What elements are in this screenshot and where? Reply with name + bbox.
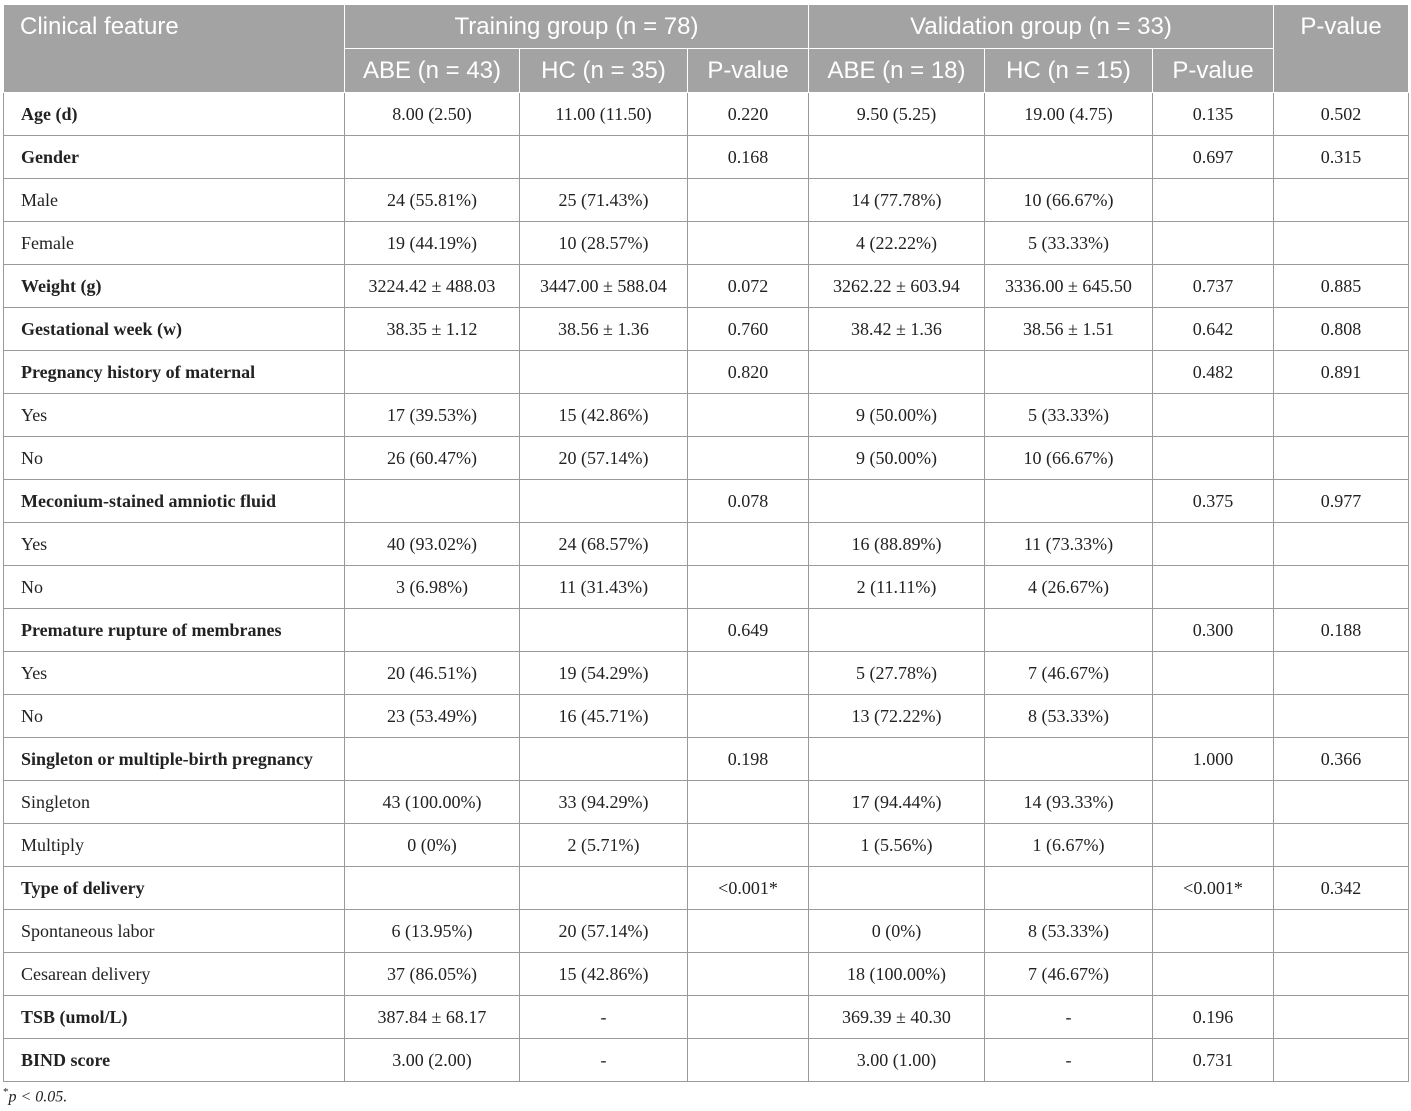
row-label: Male xyxy=(4,179,345,222)
validation-abe-cell: 18 (100.00%) xyxy=(809,953,985,996)
clinical-feature-header: Clinical feature xyxy=(4,5,345,93)
training-p-value-cell: 0.168 xyxy=(688,136,809,179)
validation-group-header: Validation group (n = 33) xyxy=(809,5,1274,49)
row-label: Meconium-stained amniotic fluid xyxy=(4,480,345,523)
overall-p-value-cell xyxy=(1274,523,1409,566)
overall-p-value-cell xyxy=(1274,437,1409,480)
validation-hc-cell: 8 (53.33%) xyxy=(985,910,1153,953)
validation-p-value-cell xyxy=(1153,953,1274,996)
overall-p-value-cell: 0.342 xyxy=(1274,867,1409,910)
row-label: Female xyxy=(4,222,345,265)
validation-hc-cell: 10 (66.67%) xyxy=(985,437,1153,480)
overall-p-value-cell: 0.366 xyxy=(1274,738,1409,781)
validation-p-value-cell: <0.001* xyxy=(1153,867,1274,910)
header-row-1 xyxy=(4,5,1409,49)
validation-abe-cell: 13 (72.22%) xyxy=(809,695,985,738)
validation-p-value-cell: 1.000 xyxy=(1153,738,1274,781)
table-row xyxy=(4,867,1409,910)
validation-abe-header: ABE (n = 18) xyxy=(809,49,985,93)
row-label: Pregnancy history of maternal xyxy=(4,351,345,394)
validation-hc-cell: 1 (6.67%) xyxy=(985,824,1153,867)
training-p-value-cell: 0.220 xyxy=(688,93,809,136)
overall-p-value-cell xyxy=(1274,781,1409,824)
training-p-value-cell xyxy=(688,523,809,566)
overall-p-value-cell xyxy=(1274,824,1409,867)
row-label: Yes xyxy=(4,523,345,566)
training-p-value-cell xyxy=(688,953,809,996)
validation-hc-header: HC (n = 15) xyxy=(985,49,1153,93)
validation-hc-cell: 8 (53.33%) xyxy=(985,695,1153,738)
training-hc-header: HC (n = 35) xyxy=(520,49,688,93)
table-body xyxy=(4,93,1409,1082)
overall-p-value-cell xyxy=(1274,695,1409,738)
validation-p-value-cell xyxy=(1153,394,1274,437)
validation-abe-cell: 16 (88.89%) xyxy=(809,523,985,566)
training-hc-cell xyxy=(520,351,688,394)
row-label: Gender xyxy=(4,136,345,179)
validation-abe-cell: 14 (77.78%) xyxy=(809,179,985,222)
validation-abe-cell xyxy=(809,351,985,394)
training-hc-cell: 20 (57.14%) xyxy=(520,910,688,953)
validation-abe-cell: 4 (22.22%) xyxy=(809,222,985,265)
training-abe-cell: 8.00 (2.50) xyxy=(345,93,520,136)
table-header xyxy=(4,5,1409,93)
row-label: Type of delivery xyxy=(4,867,345,910)
training-group-header: Training group (n = 78) xyxy=(345,5,809,49)
table-row xyxy=(4,781,1409,824)
overall-p-value-cell xyxy=(1274,394,1409,437)
training-hc-cell xyxy=(520,609,688,652)
validation-p-value-cell: 0.196 xyxy=(1153,996,1274,1039)
row-label: Yes xyxy=(4,652,345,695)
table-row xyxy=(4,179,1409,222)
table-row xyxy=(4,910,1409,953)
training-abe-cell: 40 (93.02%) xyxy=(345,523,520,566)
training-abe-cell: 3.00 (2.00) xyxy=(345,1039,520,1082)
overall-p-value-cell: 0.891 xyxy=(1274,351,1409,394)
validation-hc-cell: 3336.00 ± 645.50 xyxy=(985,265,1153,308)
training-hc-cell: 10 (28.57%) xyxy=(520,222,688,265)
training-p-value-cell xyxy=(688,781,809,824)
training-abe-cell: 3 (6.98%) xyxy=(345,566,520,609)
validation-hc-cell: 4 (26.67%) xyxy=(985,566,1153,609)
overall-p-value-cell xyxy=(1274,566,1409,609)
validation-p-value-cell xyxy=(1153,781,1274,824)
training-abe-cell: 38.35 ± 1.12 xyxy=(345,308,520,351)
validation-abe-cell: 1 (5.56%) xyxy=(809,824,985,867)
training-abe-cell xyxy=(345,480,520,523)
training-hc-cell: 11 (31.43%) xyxy=(520,566,688,609)
training-p-value-header: P-value xyxy=(688,49,809,93)
validation-p-value-cell xyxy=(1153,910,1274,953)
training-hc-cell: 11.00 (11.50) xyxy=(520,93,688,136)
validation-hc-cell: 7 (46.67%) xyxy=(985,652,1153,695)
overall-p-value-cell: 0.885 xyxy=(1274,265,1409,308)
training-abe-cell: 43 (100.00%) xyxy=(345,781,520,824)
training-hc-cell: 33 (94.29%) xyxy=(520,781,688,824)
validation-abe-cell: 9.50 (5.25) xyxy=(809,93,985,136)
validation-p-value-header: P-value xyxy=(1153,49,1274,93)
validation-p-value-cell xyxy=(1153,222,1274,265)
training-p-value-cell xyxy=(688,996,809,1039)
validation-hc-cell: 38.56 ± 1.51 xyxy=(985,308,1153,351)
validation-abe-cell xyxy=(809,480,985,523)
training-p-value-cell: 0.820 xyxy=(688,351,809,394)
training-abe-cell: 37 (86.05%) xyxy=(345,953,520,996)
training-hc-cell: 15 (42.86%) xyxy=(520,394,688,437)
row-label: Age (d) xyxy=(4,93,345,136)
row-label: Singleton or multiple-birth pregnancy xyxy=(4,738,345,781)
validation-p-value-cell xyxy=(1153,695,1274,738)
training-p-value-cell: <0.001* xyxy=(688,867,809,910)
validation-abe-cell: 2 (11.11%) xyxy=(809,566,985,609)
training-hc-cell: 16 (45.71%) xyxy=(520,695,688,738)
validation-hc-cell: 10 (66.67%) xyxy=(985,179,1153,222)
training-p-value-cell xyxy=(688,824,809,867)
validation-p-value-cell xyxy=(1153,566,1274,609)
row-label: No xyxy=(4,566,345,609)
training-abe-cell: 0 (0%) xyxy=(345,824,520,867)
validation-hc-cell: 19.00 (4.75) xyxy=(985,93,1153,136)
validation-hc-cell: 11 (73.33%) xyxy=(985,523,1153,566)
training-hc-cell: 15 (42.86%) xyxy=(520,953,688,996)
training-hc-cell: 19 (54.29%) xyxy=(520,652,688,695)
training-abe-cell xyxy=(345,351,520,394)
training-p-value-cell: 0.198 xyxy=(688,738,809,781)
table-row xyxy=(4,351,1409,394)
row-label: BIND score xyxy=(4,1039,345,1082)
row-label: Multiply xyxy=(4,824,345,867)
validation-p-value-cell xyxy=(1153,437,1274,480)
overall-p-value-cell xyxy=(1274,953,1409,996)
table-row xyxy=(4,996,1409,1039)
overall-p-value-cell: 0.502 xyxy=(1274,93,1409,136)
table-row xyxy=(4,953,1409,996)
overall-p-value-cell: 0.315 xyxy=(1274,136,1409,179)
training-p-value-cell xyxy=(688,437,809,480)
validation-abe-cell xyxy=(809,867,985,910)
table-row xyxy=(4,265,1409,308)
validation-hc-cell: 14 (93.33%) xyxy=(985,781,1153,824)
validation-hc-cell: 5 (33.33%) xyxy=(985,394,1153,437)
validation-hc-cell xyxy=(985,867,1153,910)
row-label: Gestational week (w) xyxy=(4,308,345,351)
validation-hc-cell xyxy=(985,738,1153,781)
training-hc-cell: 2 (5.71%) xyxy=(520,824,688,867)
validation-abe-cell: 369.39 ± 40.30 xyxy=(809,996,985,1039)
footnote xyxy=(3,1086,67,1106)
validation-abe-cell: 3.00 (1.00) xyxy=(809,1039,985,1082)
overall-p-value-cell xyxy=(1274,652,1409,695)
validation-p-value-cell xyxy=(1153,824,1274,867)
training-hc-cell: - xyxy=(520,1039,688,1082)
table-row xyxy=(4,824,1409,867)
row-label: Yes xyxy=(4,394,345,437)
validation-abe-cell xyxy=(809,738,985,781)
training-abe-cell: 26 (60.47%) xyxy=(345,437,520,480)
table-row xyxy=(4,738,1409,781)
validation-abe-cell xyxy=(809,609,985,652)
training-hc-cell: 24 (68.57%) xyxy=(520,523,688,566)
table-row xyxy=(4,652,1409,695)
validation-abe-cell: 38.42 ± 1.36 xyxy=(809,308,985,351)
training-abe-cell: 24 (55.81%) xyxy=(345,179,520,222)
validation-hc-cell xyxy=(985,480,1153,523)
overall-p-value-cell xyxy=(1274,222,1409,265)
training-p-value-cell xyxy=(688,652,809,695)
row-label: Weight (g) xyxy=(4,265,345,308)
training-p-value-cell xyxy=(688,394,809,437)
training-p-value-cell xyxy=(688,179,809,222)
row-label: Singleton xyxy=(4,781,345,824)
table-row xyxy=(4,308,1409,351)
validation-abe-cell: 17 (94.44%) xyxy=(809,781,985,824)
training-abe-header: ABE (n = 43) xyxy=(345,49,520,93)
row-label: TSB (umol/L) xyxy=(4,996,345,1039)
table-row xyxy=(4,437,1409,480)
validation-hc-cell xyxy=(985,136,1153,179)
training-abe-cell xyxy=(345,136,520,179)
validation-p-value-cell: 0.737 xyxy=(1153,265,1274,308)
training-abe-cell: 3224.42 ± 488.03 xyxy=(345,265,520,308)
training-abe-cell xyxy=(345,609,520,652)
validation-abe-cell: 0 (0%) xyxy=(809,910,985,953)
row-label: Premature rupture of membranes xyxy=(4,609,345,652)
training-p-value-cell xyxy=(688,695,809,738)
row-label: No xyxy=(4,695,345,738)
training-hc-cell: 20 (57.14%) xyxy=(520,437,688,480)
training-hc-cell: 3447.00 ± 588.04 xyxy=(520,265,688,308)
training-hc-cell: 38.56 ± 1.36 xyxy=(520,308,688,351)
validation-p-value-cell: 0.375 xyxy=(1153,480,1274,523)
validation-abe-cell: 3262.22 ± 603.94 xyxy=(809,265,985,308)
table-row xyxy=(4,136,1409,179)
training-p-value-cell xyxy=(688,910,809,953)
validation-abe-cell xyxy=(809,136,985,179)
overall-p-value-cell xyxy=(1274,179,1409,222)
row-label: Spontaneous labor xyxy=(4,910,345,953)
training-abe-cell: 20 (46.51%) xyxy=(345,652,520,695)
training-abe-cell xyxy=(345,738,520,781)
training-p-value-cell xyxy=(688,1039,809,1082)
validation-hc-cell: 5 (33.33%) xyxy=(985,222,1153,265)
validation-p-value-cell: 0.135 xyxy=(1153,93,1274,136)
validation-hc-cell xyxy=(985,609,1153,652)
training-p-value-cell: 0.072 xyxy=(688,265,809,308)
overall-p-value-cell xyxy=(1274,1039,1409,1082)
validation-p-value-cell: 0.697 xyxy=(1153,136,1274,179)
validation-hc-cell: 7 (46.67%) xyxy=(985,953,1153,996)
validation-p-value-cell: 0.482 xyxy=(1153,351,1274,394)
clinical-features-table xyxy=(3,4,1409,1082)
validation-hc-cell xyxy=(985,351,1153,394)
validation-abe-cell: 9 (50.00%) xyxy=(809,437,985,480)
training-hc-cell: - xyxy=(520,996,688,1039)
training-abe-cell: 387.84 ± 68.17 xyxy=(345,996,520,1039)
validation-p-value-cell: 0.731 xyxy=(1153,1039,1274,1082)
training-hc-cell: 25 (71.43%) xyxy=(520,179,688,222)
table-row xyxy=(4,222,1409,265)
training-abe-cell: 6 (13.95%) xyxy=(345,910,520,953)
validation-hc-cell: - xyxy=(985,1039,1153,1082)
training-hc-cell xyxy=(520,480,688,523)
table-row xyxy=(4,93,1409,136)
table-row xyxy=(4,566,1409,609)
table-row xyxy=(4,695,1409,738)
validation-p-value-cell xyxy=(1153,523,1274,566)
table-row xyxy=(4,1039,1409,1082)
training-abe-cell xyxy=(345,867,520,910)
training-p-value-cell xyxy=(688,566,809,609)
training-abe-cell: 19 (44.19%) xyxy=(345,222,520,265)
overall-p-value-cell xyxy=(1274,996,1409,1039)
training-abe-cell: 23 (53.49%) xyxy=(345,695,520,738)
footnote-marker: * xyxy=(3,1086,9,1098)
validation-abe-cell: 9 (50.00%) xyxy=(809,394,985,437)
validation-abe-cell: 5 (27.78%) xyxy=(809,652,985,695)
training-hc-cell xyxy=(520,136,688,179)
validation-hc-cell: - xyxy=(985,996,1153,1039)
table-row xyxy=(4,480,1409,523)
clinical-features-table-container xyxy=(3,4,1408,1082)
overall-p-value-cell: 0.188 xyxy=(1274,609,1409,652)
validation-p-value-cell: 0.642 xyxy=(1153,308,1274,351)
table-row xyxy=(4,609,1409,652)
overall-p-value-cell xyxy=(1274,910,1409,953)
overall-p-value-header: P-value xyxy=(1274,5,1409,93)
row-label: No xyxy=(4,437,345,480)
overall-p-value-cell: 0.977 xyxy=(1274,480,1409,523)
validation-p-value-cell: 0.300 xyxy=(1153,609,1274,652)
row-label: Cesarean delivery xyxy=(4,953,345,996)
training-p-value-cell: 0.760 xyxy=(688,308,809,351)
training-hc-cell xyxy=(520,738,688,781)
validation-p-value-cell xyxy=(1153,652,1274,695)
training-abe-cell: 17 (39.53%) xyxy=(345,394,520,437)
table-row xyxy=(4,523,1409,566)
training-p-value-cell xyxy=(688,222,809,265)
validation-p-value-cell xyxy=(1153,179,1274,222)
footnote-text: p < 0.05. xyxy=(8,1088,68,1106)
overall-p-value-cell: 0.808 xyxy=(1274,308,1409,351)
table-row xyxy=(4,394,1409,437)
training-hc-cell xyxy=(520,867,688,910)
training-p-value-cell: 0.078 xyxy=(688,480,809,523)
training-p-value-cell: 0.649 xyxy=(688,609,809,652)
